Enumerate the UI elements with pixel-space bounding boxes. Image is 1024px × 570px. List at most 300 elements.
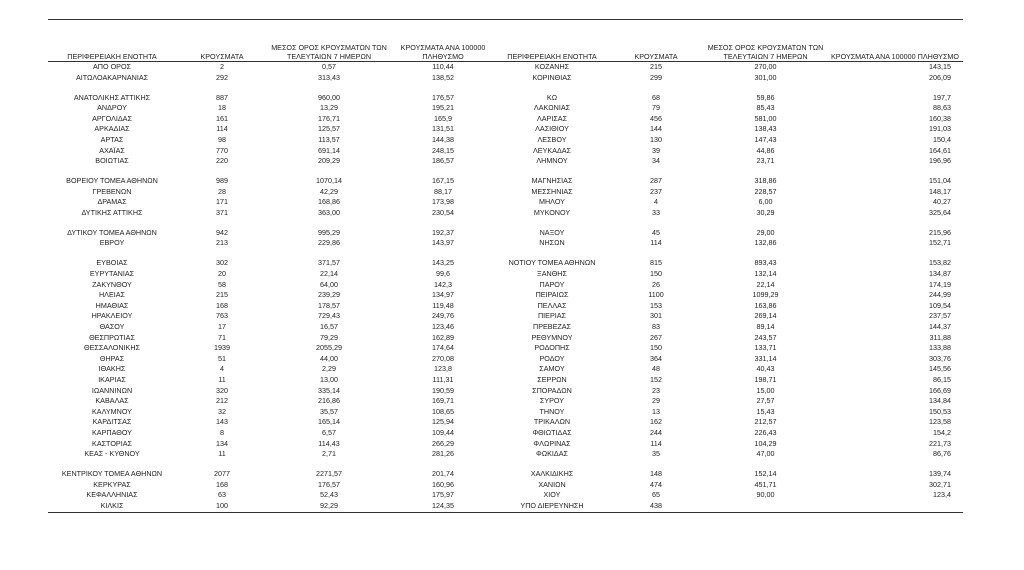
avg-7day-cell: 1099,29	[752, 290, 779, 300]
per-100k-cell: 164,61	[929, 145, 951, 155]
cases-cell: 68	[652, 92, 660, 102]
region-cell: ΑΡΚΑΔΙΑΣ	[94, 124, 130, 134]
cases-cell: 11	[218, 449, 226, 459]
per-100k-cell: 197,7	[933, 92, 951, 102]
spacer-cell	[176, 83, 268, 92]
avg-7day-cell: 995,29	[318, 227, 340, 237]
spacer-row	[48, 83, 963, 92]
cases-cell: 2077	[214, 469, 230, 479]
spacer-row	[48, 219, 963, 228]
spacer-cell	[608, 83, 704, 92]
per-100k-cell: 244,99	[929, 290, 951, 300]
table-row	[48, 480, 963, 491]
table-body	[48, 62, 963, 513]
avg-7day-cell: 15,00	[756, 385, 775, 395]
avg-7day-cell: 163,86	[754, 300, 777, 310]
per-100k-cell: 166,69	[929, 385, 951, 395]
region-cell: ΑΧΑΪΑΣ	[99, 145, 125, 155]
per-100k-cell: 108,65	[432, 406, 454, 416]
per-100k-cell: 145,56	[929, 364, 951, 374]
region-cell: ΛΑΡΙΣΑΣ	[536, 113, 568, 123]
cases-cell: 13	[652, 406, 660, 416]
region-cell: ΚΑΛΥΜΝΟΥ	[92, 406, 132, 416]
region-cell: ΒΟΙΩΤΙΑΣ	[95, 156, 129, 166]
table-row	[48, 290, 963, 301]
spacer-cell	[704, 83, 827, 92]
spacer-cell	[608, 167, 704, 176]
per-100k-cell: 123,4	[933, 490, 951, 500]
per-100k-cell: 173,98	[432, 197, 454, 207]
region-cell: ΠΕΛΛΑΣ	[537, 300, 567, 310]
table-row	[48, 354, 963, 365]
spacer-cell	[268, 249, 390, 258]
avg-7day-cell: 42,29	[320, 186, 338, 196]
per-100k-cell: 249,76	[432, 311, 454, 321]
region-cell: ΛΕΣΒΟΥ	[537, 134, 567, 144]
spacer-cell	[496, 167, 608, 176]
header-cases: ΚΡΟΥΣΜΑΤΑ	[608, 41, 704, 62]
spacer-cell	[608, 460, 704, 469]
region-cell: ΖΑΚΥΝΘΟΥ	[92, 279, 132, 289]
cases-cell: 32	[218, 406, 226, 416]
table-row	[48, 311, 963, 322]
region-cell: ΔΡΑΜΑΣ	[97, 197, 127, 207]
avg-7day-cell: 270,00	[754, 62, 777, 71]
spacer-cell	[268, 167, 390, 176]
avg-7day-cell: 243,57	[754, 332, 777, 342]
cases-cell: 148	[650, 469, 662, 479]
per-100k-cell: 169,71	[432, 396, 454, 406]
spacer-cell	[390, 460, 496, 469]
per-100k-cell: 281,26	[432, 449, 454, 459]
cases-cell: 168	[216, 300, 228, 310]
region-cell: ΚΟΡΙΝΘΙΑΣ	[532, 72, 572, 82]
table-row	[48, 135, 963, 146]
avg-7day-cell: 331,14	[754, 353, 777, 363]
table-row	[48, 146, 963, 157]
region-cell: ΛΗΜΝΟΥ	[536, 156, 568, 166]
per-100k-cell: 151,04	[929, 176, 951, 186]
per-100k-cell: 119,48	[432, 300, 454, 310]
per-100k-cell: 152,71	[929, 238, 951, 248]
per-100k-cell: 191,03	[929, 124, 951, 134]
region-cell: ΘΗΡΑΣ	[99, 353, 125, 363]
avg-7day-cell: 27,57	[756, 396, 775, 406]
spacer-cell	[48, 219, 176, 228]
avg-7day-cell: 363,00	[318, 207, 340, 217]
region-cell: ΡΟΔΟΠΗΣ	[534, 343, 570, 353]
cases-cell: 98	[218, 134, 226, 144]
spacer-cell	[48, 167, 176, 176]
region-cell: ΚΑΡΠΑΘΟΥ	[92, 427, 132, 437]
avg-7day-cell: 132,14	[754, 269, 777, 279]
cases-cell: 150	[650, 269, 662, 279]
region-cell: ΑΝΔΡΟΥ	[97, 103, 127, 113]
cases-cell: 34	[652, 156, 660, 166]
cases-cell: 114	[650, 438, 662, 448]
avg-7day-cell: 2055,29	[316, 343, 342, 353]
per-100k-cell: 230,54	[432, 207, 454, 217]
cases-cell: 456	[650, 113, 662, 123]
cases-cell: 438	[608, 501, 704, 512]
table-row	[48, 501, 963, 512]
per-100k-cell: 109,54	[929, 300, 951, 310]
region-cell: ΞΑΝΘΗΣ	[537, 269, 567, 279]
per-100k-cell: 325,64	[929, 207, 951, 217]
region-cell: ΙΘΑΚΗΣ	[98, 364, 126, 374]
avg-7day-cell: 6,57	[322, 427, 336, 437]
avg-7day-cell: 178,57	[318, 300, 340, 310]
avg-7day-cell: 581,00	[754, 113, 777, 123]
spacer-cell	[390, 83, 496, 92]
table-row	[48, 428, 963, 439]
per-100k-cell: 123,46	[432, 322, 454, 332]
avg-7day-cell: 168,86	[318, 197, 340, 207]
cases-cell: 301	[650, 311, 662, 321]
cases-cell: 213	[216, 238, 228, 248]
table-row	[48, 73, 963, 84]
region-cell: ΠΙΕΡΙΑΣ	[537, 311, 566, 321]
avg-7day-cell: 239,29	[318, 290, 340, 300]
cases-cell: 18	[218, 103, 226, 113]
spacer-row	[48, 167, 963, 176]
cases-cell: 302	[216, 258, 228, 268]
header-cases-per-100k: ΚΡΟΥΣΜΑΤΑ ΑΝΑ 100000 ΠΛΗΘΥΣΜΟ	[827, 41, 963, 62]
region-cell: ΘΕΣΠΡΩΤΙΑΣ	[89, 332, 135, 342]
table-row	[48, 364, 963, 375]
cases-cell: 942	[216, 227, 228, 237]
table-row	[48, 449, 963, 460]
spacer-cell	[176, 167, 268, 176]
table-row	[48, 156, 963, 167]
avg-7day-cell: 2,71	[322, 449, 336, 459]
region-cell: ΡΕΘΥΜΝΟΥ	[531, 332, 573, 342]
region-cell: ΦΛΩΡΙΝΑΣ	[533, 438, 571, 448]
per-100k-cell: 88,17	[434, 186, 452, 196]
region-cell: ΝΗΣΩΝ	[539, 238, 565, 248]
region-cell: ΚΑΣΤΟΡΙΑΣ	[92, 438, 132, 448]
header-cases-per-100k: ΚΡΟΥΣΜΑΤΑ ΑΝΑ 100000 ΠΛΗΘΥΣΜΟ	[390, 41, 496, 62]
avg-7day-cell: 0,57	[322, 62, 336, 71]
region-cell: ΑΠΟ ΟΡΟΣ	[93, 62, 131, 71]
per-100k-cell: 110,44	[432, 62, 454, 71]
avg-7day-cell: 15,43	[756, 406, 775, 416]
avg-7day-cell: 138,43	[754, 124, 777, 134]
cases-cell: 63	[218, 490, 226, 500]
spacer-cell	[268, 460, 390, 469]
avg-7day-cell: 59,86	[756, 92, 775, 102]
table-row	[48, 333, 963, 344]
table-row	[48, 396, 963, 407]
region-cell: ΛΕΥΚΑΔΑΣ	[532, 145, 571, 155]
per-100k-cell: 134,84	[929, 396, 951, 406]
spacer-cell	[704, 460, 827, 469]
table-row	[48, 469, 963, 480]
cases-cell: 161	[216, 113, 228, 123]
table-row	[48, 176, 963, 187]
cases-cell: 152	[650, 375, 662, 384]
avg-7day-cell: 40,43	[756, 364, 775, 374]
region-cell: ΝΑΞΟΥ	[539, 227, 565, 237]
avg-7day-cell: 44,00	[320, 353, 338, 363]
region-cell: ΠΕΙΡΑΙΩΣ	[535, 290, 569, 300]
avg-7day-cell: 1070,14	[316, 176, 342, 186]
region-cell: ΒΟΡΕΙΟΥ ΤΟΜΕΑ ΑΘΗΝΩΝ	[66, 176, 158, 186]
region-cell: ΤΗΝΟΥ	[539, 406, 565, 416]
per-100k-cell: 134,87	[929, 269, 951, 279]
region-cell: ΚΩ	[546, 92, 558, 102]
avg-7day-cell: 198,71	[754, 375, 777, 384]
cases-cell: 171	[216, 197, 228, 207]
table-row	[48, 114, 963, 125]
per-100k-cell: 162,89	[432, 332, 454, 342]
cases-cell: 71	[218, 332, 226, 342]
spacer-cell	[390, 167, 496, 176]
region-cell: ΜΗΛΟΥ	[539, 197, 565, 207]
header-7day-average: ΜΕΣΟΣ ΟΡΟΣ ΚΡΟΥΣΜΑΤΩΝ ΤΩΝ ΤΕΛΕΥΤΑΙΩΝ 7 ΗΜΕΡΩΝ	[704, 41, 827, 62]
region-cell: ΓΡΕΒΕΝΩΝ	[92, 186, 132, 196]
spacer-row	[48, 249, 963, 258]
cases-cell: 29	[652, 396, 660, 406]
avg-7day-cell: 691,14	[318, 145, 340, 155]
per-100k-cell: 139,74	[929, 469, 951, 479]
table-row	[48, 417, 963, 428]
cases-cell: 4	[220, 364, 224, 374]
avg-7day-cell: 47,00	[756, 449, 775, 459]
spacer-cell	[496, 83, 608, 92]
spacer-cell	[496, 460, 608, 469]
per-100k-cell: 109,44	[432, 427, 454, 437]
region-cell: ΕΥΒΟΙΑΣ	[96, 258, 128, 268]
avg-7day-cell: 228,57	[754, 186, 777, 196]
per-100k-cell: 123,8	[434, 364, 452, 374]
per-100k-cell: 131,51	[432, 124, 454, 134]
per-100k-cell: 138,52	[432, 72, 454, 82]
avg-7day-cell: 269,14	[754, 311, 777, 321]
spacer-cell	[48, 249, 176, 258]
per-100k-cell: 111,31	[432, 375, 454, 384]
avg-7day-cell: 229,86	[318, 238, 340, 248]
region-cell: ΚΕΝΤΡΙΚΟΥ ΤΟΜΕΑ ΑΘΗΝΩΝ	[61, 469, 163, 479]
cases-cell: 83	[652, 322, 660, 332]
spacer-cell	[268, 83, 390, 92]
cases-cell: 763	[216, 311, 228, 321]
table-row	[48, 124, 963, 135]
region-cell: ΧΑΛΚΙΔΙΚΗΣ	[530, 469, 574, 479]
region-cell: ΧΑΝΙΩΝ	[538, 479, 566, 489]
region-cell: ΑΡΤΑΣ	[100, 134, 124, 144]
per-100k-cell: 150,53	[929, 406, 951, 416]
region-cell: ΘΕΣΣΑΛΟΝΙΚΗΣ	[84, 343, 140, 353]
table-row	[48, 197, 963, 208]
cases-cell: 215	[650, 62, 662, 71]
avg-7day-cell: 2,29	[322, 364, 336, 374]
avg-7day-cell: 90,00	[756, 490, 775, 500]
avg-7day-cell: 29,00	[756, 227, 775, 237]
cases-cell: 114	[650, 238, 662, 248]
per-100k-cell: 190,59	[432, 385, 454, 395]
table-row	[48, 228, 963, 239]
table-row	[48, 301, 963, 312]
avg-7day-cell: 451,71	[754, 479, 777, 489]
per-100k-cell: 192,37	[432, 227, 454, 237]
cases-cell: 153	[650, 300, 662, 310]
spacer-row	[48, 460, 963, 469]
per-100k-cell: 174,64	[432, 343, 454, 353]
top-rule	[48, 19, 963, 20]
region-cell: ΣΕΡΡΩΝ	[537, 375, 567, 384]
cases-cell: 79	[652, 103, 660, 113]
avg-7day-cell: 212,57	[754, 417, 777, 427]
region-cell: ΣΠΟΡΑΔΩΝ	[532, 385, 572, 395]
per-100k-cell: 302,71	[929, 479, 951, 489]
region-cell: ΚΟΖΑΝΗΣ	[534, 62, 570, 71]
region-cell: ΜΕΣΣΗΝΙΑΣ	[531, 186, 573, 196]
per-100k-cell: 88,63	[933, 103, 951, 113]
cases-cell: 220	[216, 156, 228, 166]
cases-cell: 267	[650, 332, 662, 342]
avg-7day-cell: 216,86	[318, 396, 340, 406]
table-row	[48, 343, 963, 354]
cases-cell: 130	[650, 134, 662, 144]
avg-7day-cell: 209,29	[318, 156, 340, 166]
table-row	[48, 386, 963, 397]
cases-cell: 17	[218, 322, 226, 332]
region-cell: ΔΥΤΙΚΟΥ ΤΟΜΕΑ ΑΘΗΝΩΝ	[67, 227, 157, 237]
avg-7day-cell: 79,29	[320, 332, 338, 342]
spacer-cell	[390, 249, 496, 258]
per-100k-cell: 195,21	[432, 103, 454, 113]
table-row	[48, 208, 963, 219]
per-100k-cell: 125,94	[432, 417, 454, 427]
table-row	[48, 93, 963, 104]
region-cell: ΜΑΓΝΗΣΙΑΣ	[531, 176, 573, 186]
cases-cell: 45	[652, 227, 660, 237]
avg-7day-cell: 152,14	[754, 469, 777, 479]
avg-7day-cell: 104,29	[754, 438, 777, 448]
cases-cell: 320	[216, 385, 228, 395]
cases-cell: 474	[650, 479, 662, 489]
table-row	[48, 407, 963, 418]
region-cell: ΑΝΑΤΟΛΙΚΗΣ ΑΤΤΙΚΗΣ	[73, 92, 151, 102]
per-100k-cell: 221,73	[929, 438, 951, 448]
avg-7day-cell: 335,14	[318, 385, 340, 395]
cases-cell: 143	[216, 417, 228, 427]
avg-7day-cell: 30,29	[756, 207, 775, 217]
avg-7day-cell: 226,43	[754, 427, 777, 437]
region-cell: ΜΥΚΟΝΟΥ	[533, 207, 571, 217]
cases-cell: 39	[652, 145, 660, 155]
region-cell: ΙΩΑΝΝΙΝΩΝ	[91, 385, 133, 395]
per-100k-cell	[827, 501, 963, 512]
per-100k-cell: 311,88	[929, 332, 951, 342]
avg-7day-cell: 371,57	[318, 258, 340, 268]
cases-cell: 2	[220, 62, 224, 71]
cases-cell: 35	[652, 449, 660, 459]
cases-cell: 212	[216, 396, 228, 406]
cases-table-container	[48, 41, 963, 513]
header-7day-average: ΜΕΣΟΣ ΟΡΟΣ ΚΡΟΥΣΜΑΤΩΝ ΤΩΝ ΤΕΛΕΥΤΑΙΩΝ 7 ΗΜΕΡΩΝ	[268, 41, 390, 62]
table-row	[48, 375, 963, 386]
spacer-cell	[48, 460, 176, 469]
per-100k-cell: 237,57	[929, 311, 951, 321]
region-cell: ΗΡΑΚΛΕΙΟΥ	[91, 311, 133, 321]
per-100k-cell: 143,97	[432, 238, 454, 248]
per-100k-cell: 186,57	[432, 156, 454, 166]
avg-7day-cell: 85,43	[756, 103, 775, 113]
per-100k-cell: 215,96	[929, 227, 951, 237]
cases-cell: 28	[218, 186, 226, 196]
cases-cell: 144	[650, 124, 662, 134]
per-100k-cell: 40,27	[933, 197, 951, 207]
per-100k-cell: 266,29	[432, 438, 454, 448]
cases-cell: 20	[218, 269, 226, 279]
region-cell: ΑΙΤΩΛΟΑΚΑΡΝΑΝΙΑΣ	[75, 72, 149, 82]
cases-cell: 989	[216, 176, 228, 186]
avg-7day-cell: 125,57	[318, 124, 340, 134]
region-cell: ΦΘΙΩΤΙΔΑΣ	[532, 427, 572, 437]
cases-cell: 150	[650, 343, 662, 353]
avg-7day-cell: 22,14	[756, 279, 775, 289]
spacer-cell	[827, 249, 963, 258]
avg-7day-cell: 92,29	[268, 501, 390, 512]
cases-cell: 11	[218, 375, 226, 384]
table-row	[48, 258, 963, 269]
per-100k-cell: 144,38	[432, 134, 454, 144]
avg-7day-cell: 13,00	[320, 375, 338, 384]
table-row	[48, 103, 963, 114]
cases-cell: 237	[650, 186, 662, 196]
region-cell: ΗΜΑΘΙΑΣ	[95, 300, 129, 310]
spacer-cell	[827, 460, 963, 469]
cases-cell: 48	[652, 364, 660, 374]
per-100k-cell: 270,08	[432, 353, 454, 363]
per-100k-cell: 160,96	[432, 479, 454, 489]
cases-cell: 770	[216, 145, 228, 155]
spacer-cell	[390, 219, 496, 228]
per-100k-cell: 175,97	[432, 490, 454, 500]
spacer-cell	[608, 249, 704, 258]
region-cell: ΝΟΤΙΟΥ ΤΟΜΕΑ ΑΘΗΝΩΝ	[508, 258, 596, 268]
cases-cell: 51	[218, 353, 226, 363]
per-100k-cell: 248,15	[432, 145, 454, 155]
per-100k-cell: 206,09	[929, 72, 951, 82]
avg-7day-cell: 2271,57	[316, 469, 342, 479]
region-cell: ΛΑΣΙΘΙΟΥ	[535, 124, 569, 134]
header-region: ΠΕΡΙΦΕΡΕΙΑΚΗ ΕΝΟΤΗΤΑ	[496, 41, 608, 62]
per-100k-cell: 143,25	[432, 258, 454, 268]
avg-7day-cell: 52,43	[320, 490, 338, 500]
cases-cell: 162	[650, 417, 662, 427]
per-100k-cell: 165,9	[434, 113, 452, 123]
region-cell: ΥΠΟ ΔΙΕΡΕΥΝΗΣΗ	[496, 501, 608, 512]
spacer-cell	[268, 219, 390, 228]
spacer-cell	[827, 219, 963, 228]
avg-7day-cell: 113,57	[318, 134, 340, 144]
region-cell: ΙΚΑΡΙΑΣ	[98, 375, 126, 384]
per-100k-cell: 176,57	[432, 92, 454, 102]
per-100k-cell: 160,38	[929, 113, 951, 123]
region-cell: ΠΑΡΟΥ	[539, 279, 565, 289]
avg-7day-cell: 176,57	[318, 479, 340, 489]
cases-cell: 1100	[648, 290, 664, 300]
avg-7day-cell: 44,86	[756, 145, 775, 155]
per-100k-cell: 86,15	[933, 375, 951, 384]
spacer-cell	[827, 167, 963, 176]
avg-7day-cell: 318,86	[754, 176, 777, 186]
cases-cell: 215	[216, 290, 228, 300]
avg-7day-cell: 13,29	[320, 103, 338, 113]
